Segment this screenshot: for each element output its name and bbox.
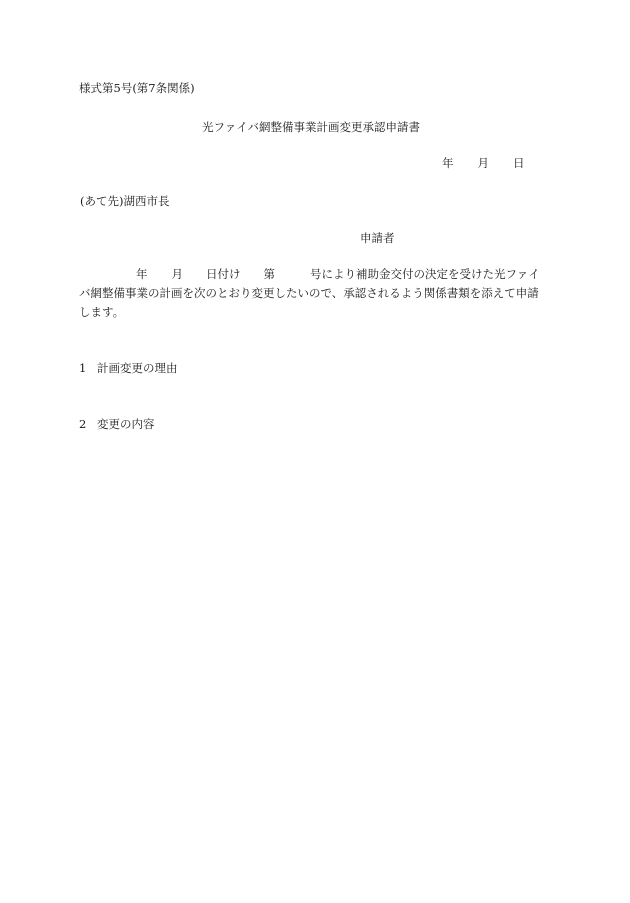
body-line-1 <box>79 265 549 284</box>
body-line-2: バ網整備事業の計画を次のとおり変更したいので、承認されるよう関係書類を添えて申請 <box>79 286 539 300</box>
section-number: 2 <box>79 417 87 431</box>
date-year-label: 年 <box>442 156 454 170</box>
body-number-prefix: 第 <box>263 267 275 281</box>
body-day-label: 日付け <box>206 267 241 281</box>
section-number: 1 <box>79 361 87 375</box>
date-day-label: 日 <box>513 156 525 170</box>
document-title: 光ファイバ網整備事業計画変更承認申請書 <box>202 120 421 134</box>
section-label: 変更の内容 <box>97 417 155 431</box>
date-month-label: 月 <box>477 156 489 170</box>
section-change-content <box>79 417 155 431</box>
section-change-reason <box>79 361 178 375</box>
section-label: 計画変更の理由 <box>97 361 178 375</box>
applicant-label: 申請者 <box>360 231 395 245</box>
date-line <box>442 156 525 170</box>
body-year-label: 年 <box>136 267 148 281</box>
addressee: (あて先)湖西市長 <box>80 194 170 208</box>
body-month-label: 月 <box>171 267 183 281</box>
application-body <box>79 265 549 322</box>
body-line-1-rest: 号により補助金交付の決定を受けた光ファイ <box>310 267 540 281</box>
body-line-3: します。 <box>79 305 125 319</box>
form-number: 様式第5号(第7条関係) <box>79 81 195 95</box>
